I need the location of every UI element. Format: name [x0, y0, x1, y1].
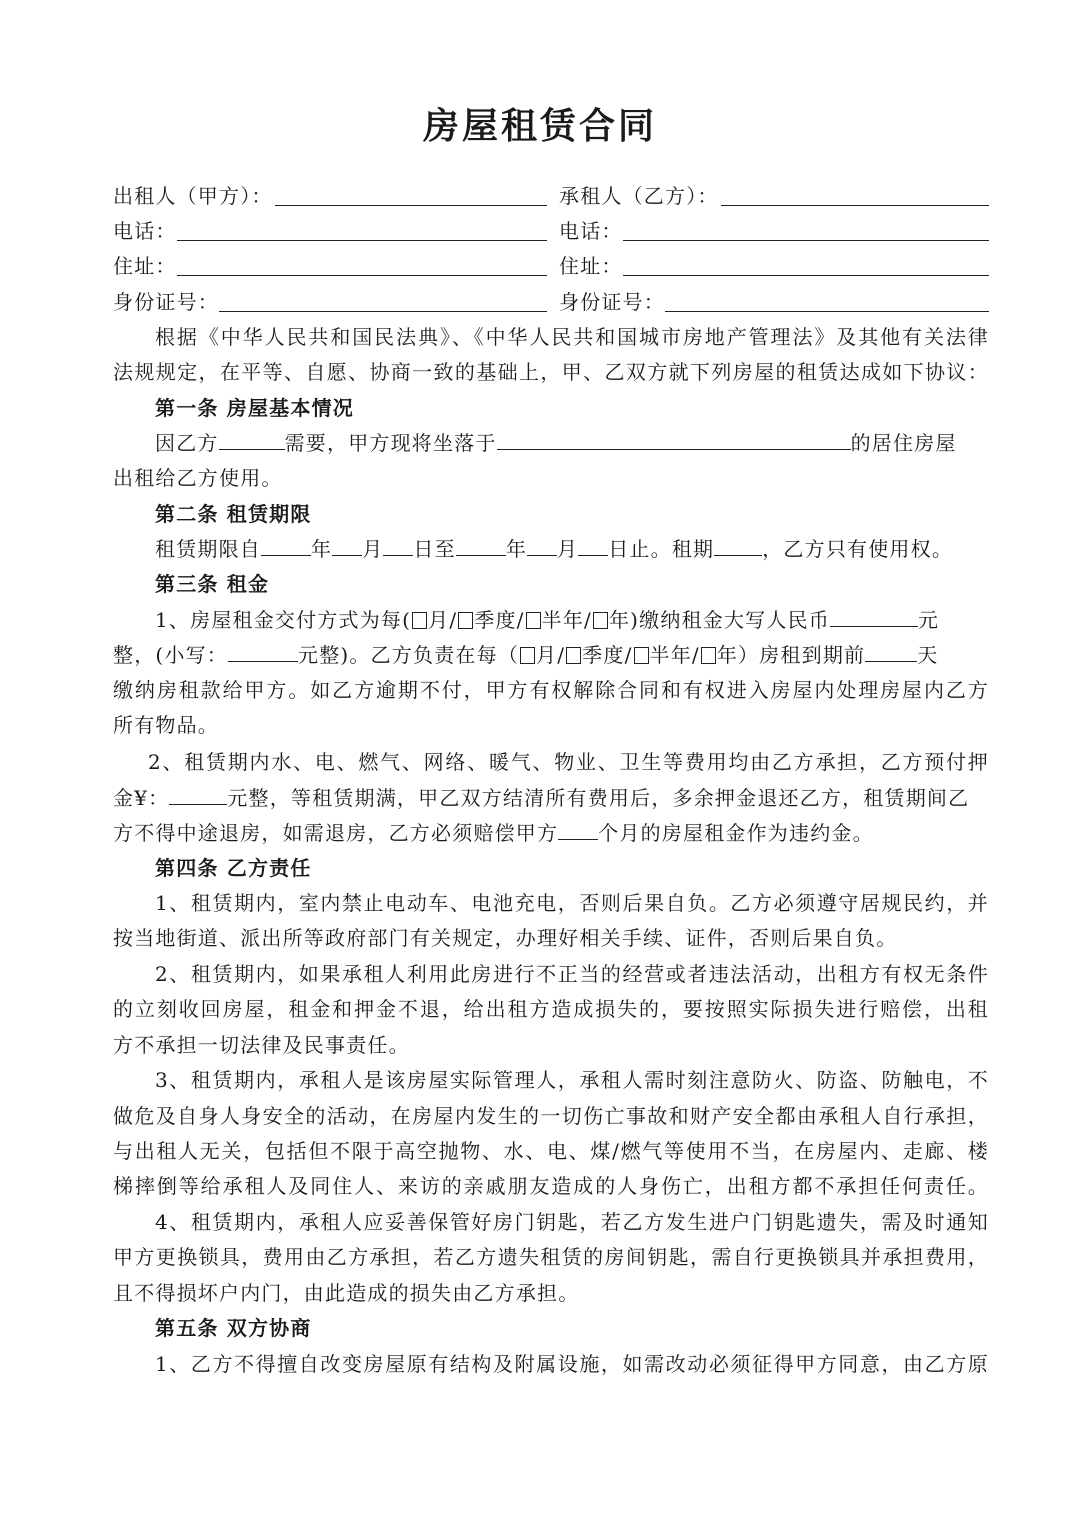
- year-label: 年: [505, 537, 528, 561]
- lessee-label: 承租人（乙方）：: [559, 184, 719, 208]
- article-4-p1-line-1: 1、租赁期内，室内禁止电动车、电池充电，否则后果自负。乙方必须遵守居规民约，并: [155, 891, 989, 915]
- lessor-phone-label: 电话：: [113, 219, 177, 243]
- day-to-label: 日至: [413, 537, 456, 561]
- article-4-p4-line-2: 甲方更换锁具，费用由乙方承担，若乙方遗失租赁的房间钥匙，需自行更换锁具并承担费用，: [113, 1245, 989, 1269]
- article-1-line-1: [155, 425, 989, 461]
- start-month-blank[interactable]: [332, 531, 362, 556]
- article-3-p2-line-1: 2、租赁期内水、电、燃气、网络、暖气、物业、卫生等费用均由乙方承担，乙方预付押: [148, 750, 989, 774]
- article-4-p3-line-4: 梯摔倒等给承租人及同住人、来访的亲戚朋友造成的人身伤亡，出租方都不承担任何责任。: [113, 1174, 989, 1198]
- quarter-option-label: 季度/: [474, 608, 525, 632]
- party-row-phone: [113, 213, 989, 249]
- lessor-label: 出租人（甲方）：: [113, 184, 273, 208]
- article-3-p2-line-3: [113, 815, 989, 851]
- article-2-heading: 第二条 租赁期限: [155, 502, 312, 526]
- lessee-name-blank[interactable]: [721, 205, 989, 206]
- article-4-p3-line-1: 3、租赁期内，承租人是该房屋实际管理人，承租人需时刻注意防火、防盗、防触电，不: [155, 1068, 989, 1092]
- article-3-p2-line-2: [113, 780, 989, 816]
- due-before-text: 年）房租到期前: [716, 643, 866, 667]
- article-4-heading: 第四条 乙方责任: [155, 856, 312, 880]
- article-4-p4-line-1: 4、租赁期内，承租人应妥善保管好房门钥匙，若乙方发生进户门钥匙遗失，需及时通知: [155, 1210, 989, 1234]
- lessor-name-blank[interactable]: [275, 205, 547, 206]
- party-row-names: [113, 178, 989, 214]
- penalty-text-a: 方不得中途退房，如需退房，乙方必须赔偿甲方: [113, 821, 559, 845]
- lessor-phone-blank[interactable]: [177, 240, 547, 241]
- rent-lowercase-label: 整，(小写：: [113, 643, 229, 667]
- term-length-blank[interactable]: [714, 531, 762, 556]
- month-option-label: 月/: [536, 643, 566, 667]
- deposit-label: 金¥：: [113, 786, 170, 810]
- half-year-option-label: 半年/: [649, 643, 700, 667]
- rent-lowercase-blank[interactable]: [228, 637, 298, 662]
- end-year-blank[interactable]: [456, 531, 506, 556]
- need-reason-blank[interactable]: [219, 425, 285, 450]
- lessor-id-label: 身份证号：: [113, 290, 219, 314]
- monthly-checkbox[interactable]: [412, 612, 427, 629]
- article-3-p1-line-1: [155, 602, 989, 638]
- end-month-blank[interactable]: [527, 531, 557, 556]
- deposit-amount-blank[interactable]: [169, 780, 227, 805]
- preamble-line-1: 根据《中华人民共和国民法典》、《中华人民共和国城市房地产管理法》及其他有关法律: [155, 325, 989, 349]
- penalty-months-blank[interactable]: [558, 815, 598, 840]
- lessee-id-label: 身份证号：: [559, 290, 665, 314]
- due-quarterly-checkbox[interactable]: [566, 647, 581, 664]
- month-option-label: 月/: [428, 608, 458, 632]
- article-2-term-line: [155, 531, 989, 567]
- article-4-p2-line-1: 2、租赁期内，如果承租人利用此房进行不正当的经营或者违法活动，出租方有权无条件: [155, 962, 989, 986]
- month-label: 月: [362, 537, 384, 561]
- deposit-text: 元整，等租赁期满，甲乙双方结清所有费用后，多余押金退还乙方，租赁期间乙: [227, 786, 970, 810]
- document-title: 房屋租赁合同: [422, 106, 657, 147]
- month-label: 月: [557, 537, 579, 561]
- quarterly-checkbox[interactable]: [458, 612, 473, 629]
- lessor-address-label: 住址：: [113, 254, 177, 278]
- lessee-address-blank[interactable]: [623, 275, 989, 276]
- lessee-phone-blank[interactable]: [623, 240, 989, 241]
- start-day-blank[interactable]: [383, 531, 413, 556]
- article-4-p4-line-3: 且不得损坏户内门，由此造成的损失由乙方承担。: [113, 1281, 580, 1305]
- penalty-text-b: 个月的房屋租金作为违约金。: [598, 821, 874, 845]
- article-1-heading: 第一条 房屋基本情况: [155, 396, 354, 420]
- party-row-address: [113, 248, 989, 284]
- article-3-p1-line-4: 所有物品。: [113, 713, 219, 737]
- article-1-text-c: 的居住房屋: [850, 431, 957, 455]
- article-1-line-2: 出租给乙方使用。: [113, 466, 283, 490]
- payment-method-text: 1、房屋租金交付方式为每(: [155, 608, 412, 632]
- lessee-id-blank[interactable]: [665, 311, 989, 312]
- rent-uppercase-blank[interactable]: [830, 602, 918, 627]
- rent-uppercase-text: 年)缴纳租金大写人民币: [608, 608, 830, 632]
- article-3-p1-line-3: 缴纳房租款给甲方。如乙方逾期不付，甲方有权解除合同和有权进入房屋内处理房屋内乙方: [113, 678, 989, 702]
- party-row-id: [113, 284, 989, 320]
- end-day-blank[interactable]: [578, 531, 608, 556]
- property-location-blank[interactable]: [497, 425, 851, 450]
- article-3-heading: 第三条 租金: [155, 572, 270, 596]
- lessee-phone-label: 电话：: [559, 219, 623, 243]
- article-3-p1-line-2: [113, 637, 989, 673]
- article-5-heading: 第五条 双方协商: [155, 1316, 312, 1340]
- lessor-id-blank[interactable]: [219, 311, 547, 312]
- preamble-line-2: 法规规定，在平等、自愿、协商一致的基础上，甲、乙双方就下列房屋的租赁达成如下协议：: [113, 360, 989, 384]
- term-tail-text: ，乙方只有使用权。: [762, 537, 954, 561]
- article-4-p3-line-2: 做危及自身人身安全的活动，在房屋内发生的一切伤亡事故和财产安全都由承租人自行承担，: [113, 1104, 989, 1128]
- article-4-p3-line-3: 与出租人无关，包括但不限于高空抛物、水、电、煤/燃气等使用不当，在房屋内、走廊、楼: [113, 1139, 990, 1163]
- start-year-blank[interactable]: [261, 531, 311, 556]
- article-1-text-a: 因乙方: [155, 431, 219, 455]
- due-half-year-checkbox[interactable]: [634, 647, 649, 664]
- article-4-p1-line-2: 按当地街道、派出所等政府部门有关规定，办理好相关手续、证件，否则后果自负。: [113, 926, 898, 950]
- due-monthly-checkbox[interactable]: [520, 647, 535, 664]
- days-before-blank[interactable]: [865, 637, 917, 662]
- quarter-option-label: 季度/: [582, 643, 633, 667]
- lessee-address-label: 住址：: [559, 254, 623, 278]
- yuan-label: 元: [917, 608, 940, 632]
- day-end-label: 日止。租期: [608, 537, 715, 561]
- half-year-checkbox[interactable]: [526, 612, 541, 629]
- term-start-label: 租赁期限自: [155, 537, 261, 561]
- half-year-option-label: 半年/: [541, 608, 592, 632]
- article-5-p1-line-1: 1、乙方不得擅自改变房屋原有结构及附属设施，如需改动必须征得甲方同意，由乙方原: [155, 1352, 989, 1376]
- article-4-p2-line-3: 方不承担一切法律及民事责任。: [113, 1033, 410, 1057]
- article-4-p2-line-2: 的立刻收回房屋，租金和押金不退，给出租方造成损失的，要按照实际损失进行赔偿，出租: [113, 997, 989, 1021]
- year-label: 年: [311, 537, 333, 561]
- due-yearly-checkbox[interactable]: [701, 647, 716, 664]
- due-period-text: 元整)。乙方负责在每（: [298, 643, 520, 667]
- day-label: 天: [917, 643, 939, 667]
- yearly-checkbox[interactable]: [593, 612, 608, 629]
- lessor-address-blank[interactable]: [177, 275, 547, 276]
- article-1-text-b: 需要，甲方现将坐落于: [284, 431, 497, 455]
